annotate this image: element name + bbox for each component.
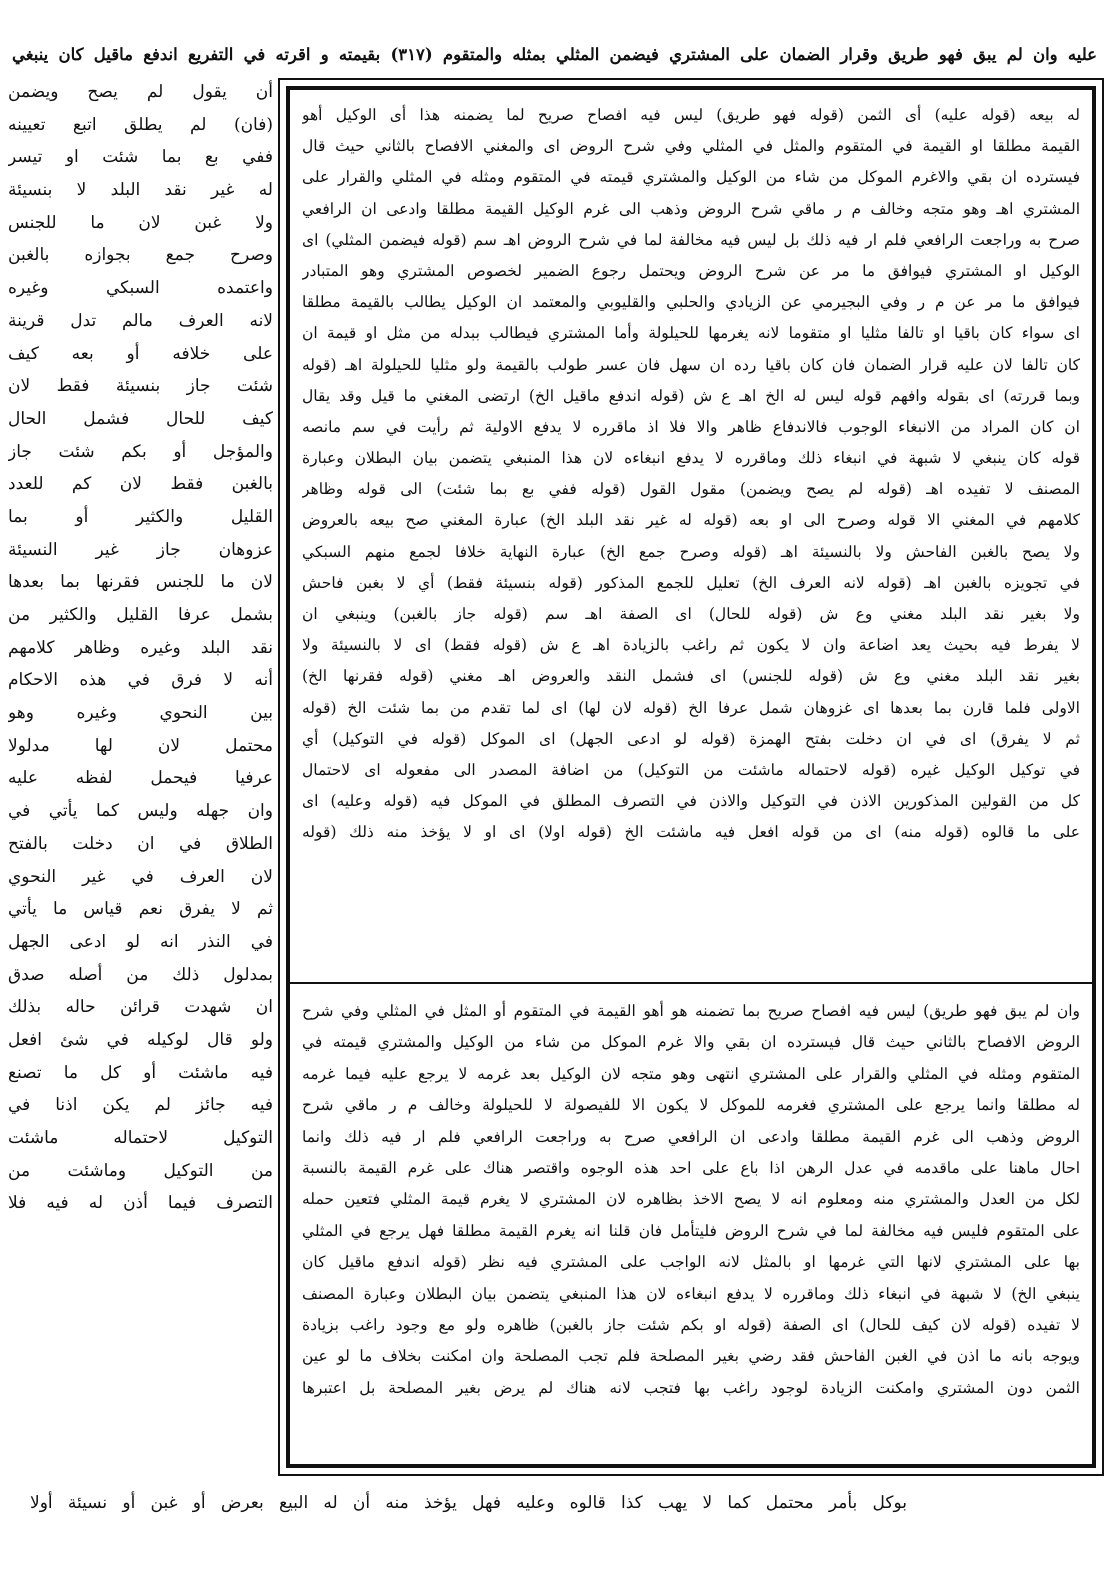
margin-text-line: الطلاق في ان دخلت بالفتح <box>8 833 273 854</box>
margin-text-line: شئت جاز بنسيئة فقط لان <box>8 376 273 397</box>
commentary-text-line: كان تالفا لان عليه قرار الضمان فان كان باقيا رده ان سهل فان عسر طولب بالقيمة ولو مثليا للحيلولة اهـ (قوله <box>302 355 1080 374</box>
margin-text-line: وان جهله وليس كما يأتي في <box>8 801 273 822</box>
margin-text-line: التصرف فيما أذن له فيه فلا <box>8 1193 273 1214</box>
commentary-inner-frame <box>286 86 1096 1468</box>
margin-text-line: واعتمده السبكي وغيره <box>8 278 273 299</box>
commentary-text-line: على المتقوم فليس فيه مخالفة لما في شرح الروض فليتأمل فان قلنا انه يغرم القيمة مطلقا فهل يرجع في المثلي <box>302 1221 1080 1240</box>
margin-text-line: عرفيا فيحمل لفظه عليه <box>8 768 273 789</box>
commentary-text-line: كل من القولين المذكورين الاذن في التوكيل والاذن في التصرف المطلق في الموكل فيه (قوله وعليه) اى <box>302 792 1080 811</box>
commentary-frame <box>278 78 1104 1476</box>
commentary-text-line: الروض وذهب الى غرم القيمة مطلقا وادعى ان الرافعي صرح به وراجعت الرافعي فلم ار فيه ذلك وانما <box>302 1127 1080 1146</box>
margin-text-line: ففي بع بما شئت او تيسر <box>8 147 273 168</box>
margin-text-line: على خلافه أو بعه كيف <box>8 343 273 364</box>
commentary-text-line: ينبغي الخ) لا شبهة في انبغاء ذلك وماقرره لا يدفع انبغاءه لان هذا المنبغي يتضمن بيان البطلان وعبارة المصنف <box>302 1284 1080 1303</box>
margin-text-line: لان ما للجنس فقرنها بما بعدها <box>8 572 273 593</box>
margin-text-line: له غير نقد البلد لا بنسيئة <box>8 180 273 201</box>
margin-text-line: وصرح جمع بجوازه بالغبن <box>8 245 273 266</box>
margin-text-line: القليل والكثير أو بما <box>8 506 273 527</box>
commentary-text-line: اى سواء كان باقيا او تالفا مثليا او متقوما لانه يغرمها للحيلولة وأما المشتري فيطالب ببدله من مثل او قيمة ان <box>302 324 1080 343</box>
margin-text-line: التوكيل لاحتماله ماشئت <box>8 1128 273 1148</box>
commentary-text-line: على ما قالوه (قوله منه) اى من قوله افعل فيه ماشئت الخ (قوله اولا) اى او لا يؤخذ منه ذلك (قوله <box>302 823 1080 842</box>
commentary-divider <box>290 982 1092 984</box>
margin-text-line: فيه جائز لم يكن اذنا في <box>8 1095 273 1116</box>
margin-text-line: بين النحوي وغيره وهو <box>8 703 273 724</box>
margin-text-line: والمؤجل أو بكم شئت جاز <box>8 441 273 462</box>
margin-text-line: ان شهدت قرائن حاله بذلك <box>8 997 273 1018</box>
commentary-text-line: ان كان المراد من الانبغاء الوجوب فالاندفاع ظاهر والا فلا اذ ماقرره لا يدفع الاولية ثم رأيت في سم مانصه <box>302 417 1080 436</box>
commentary-text-line: لا يفرط فيه بحيث يعد اضاعة وان لا يكون ثم راغب بالزيادة اهـ ع ش (قوله فقط) اى لا بالنسيئة ولا <box>302 636 1080 655</box>
commentary-text-line: المشتري اهـ وهو متجه وخالف م ر ماقي شرح الروض وذهب الى غرم الوكيل القيمة مطلقا وادعى ان الرافعي <box>302 199 1080 218</box>
margin-text-line: من التوكيل وماشئت من <box>8 1160 273 1181</box>
commentary-text-line: القيمة مطلقا او القيمة في المتقوم والمثل في المثلي وفي شرح الروض اى والمغني الافصاح بالثاني حيث قال <box>302 137 1080 156</box>
commentary-text-line: لا تفيده (قوله لان كيف للحال) اى الصفة (قوله او بكم شئت جاز بالغبن) ظاهره ولو مع وجود راغب بزيادة <box>302 1315 1080 1334</box>
margin-text-line: في النذر انه لو ادعى الجهل <box>8 931 273 952</box>
commentary-text-line: في توكيل الوكيل غيره (قوله لاحتماله ماشئت من التوكيل) من اضافة المصدر الى مفعوله اى لاحتمال <box>302 760 1080 779</box>
commentary-upper-block <box>302 100 1080 975</box>
margin-text-line: أنه لا فرق في هذه الاحكام <box>8 670 273 691</box>
commentary-text-line: الروض الافصاح بالثاني حيث قال فيسترده ان بقي والا غرم الموكل من شاء من الوكيل والمشتري قيمته في <box>302 1033 1080 1052</box>
commentary-text-line: ولا بغير نقد البلد مغني وع ش (قوله للحال) اى الصفة اهـ سم (قوله جاز بالغبن) وينبغي ان <box>302 605 1080 623</box>
commentary-text-line: احال ماهنا على ماقدمه في عدل الرهن اذا باع على احد هذه الوجوه واقتصر هناك على غرم القيمة بالنسبة <box>302 1158 1080 1177</box>
margin-text-line: ولو قال لوكيله في شئ افعل <box>8 1029 273 1050</box>
commentary-text-line: كلامهم في المغني الا قوله وصرح الى او بعه (قوله له غير نقد البلد الخ) عبارة المغني صح بيعه بالعروض <box>302 511 1080 530</box>
margin-text-line: أن يقول لم يصح ويضمن <box>8 82 273 102</box>
margin-text-line: نقد البلد وغيره وظاهر كلامهم <box>8 637 273 658</box>
commentary-text-line: الوكيل او المشتري فيوافق ما مر عن شرح الروض ويحتمل رجوع الضمير لخصوص المشتري وهو المتبادر <box>302 261 1080 280</box>
commentary-text-line: المصنف لا تفيده اهـ (قوله لم يصح ويضمن) مقول القول (قوله ففي بع بما شئت) الى قوله وظاهر <box>302 480 1080 499</box>
commentary-text-line: الثمن دون المشتري وامكنت الزيادة لوجود راغب بها فتجب لانه هناك لم يرض بغير المصلحة بل اعتبرها <box>302 1378 1080 1397</box>
margin-text-line: عزوهان جاز غير النسيئة <box>8 539 273 560</box>
commentary-text-line: فيوافق ما مر عن م ر وفي البجيرمي عن الزيادي والحلبي والقليوبي والمعتمد ان الوكيل يطالب بالقيمة مطلقا <box>302 293 1080 312</box>
commentary-text-line: له مطلقا وانما يرجع على المشتري فغرمه للموكل لا يكون الا للفيصولة لا للحيلولة وخالف م ر ماقي شرح <box>302 1096 1080 1115</box>
commentary-text-line: قوله كان ينبغي لا شبهة في انبغاء ذلك وماقرره لا يدفع انبغاءه لان هذا المنبغي يتضمن بيان البطلان وعبارة <box>302 449 1080 468</box>
margin-text-line: بشمل عرفا القليل والكثير من <box>8 605 273 625</box>
margin-main-text <box>8 76 273 1491</box>
margin-text-line: ثم لا يفرق نعم قياس ما يأتي <box>8 899 273 920</box>
footer-text-line: بوكل بأمر محتمل كما لا يهب كذا قالوه وعليه فهل يؤخذ منه أن له البيع بعرض أو غبن أو نسيئة أولا <box>30 1493 907 1513</box>
commentary-text-line: الاولى فلما قارن بما بعدها اى غزوهان شمل عرفا الخ (قوله لان لها) اى لما تقدم من بما شئت الخ (قوله <box>302 698 1080 717</box>
commentary-text-line: في تجويزه بالغبن اهـ (قوله لانه العرف الخ) تعليل للجمع المذكور (قوله بنسيئة فقط) أي لا بغبن فاحش <box>302 573 1080 592</box>
running-header: عليه وان لم يبق فهو طريق وقرار الضمان على المشتري فيضمن المثلي بمثله والمتقوم (٣١٧) بقيمته و اقرته في التفريع اندفع ماقيل كان ينبغي <box>12 45 1097 64</box>
margin-text-line: ولا غبن لان ما للجنس <box>8 212 273 233</box>
commentary-text-line: بغير نقد البلد مغني وع ش (قوله للجنس) اى فشمل النقد والعروض اهـ مغني (قوله فقرنها الخ) <box>302 667 1080 686</box>
margin-text-line: محتمل لان لها مدلولا <box>8 735 273 756</box>
margin-text-line: (فان) لم يطلق اتبع تعيينه <box>8 114 273 135</box>
commentary-text-line: فيسترده ان بقي والاغرم الموكل من شاء من الوكيل والمشتري قيمته في المتقوم ومثله في المثلي والقرار على <box>302 168 1080 187</box>
commentary-text-line: وبما قررته) اى بقوله وافهم قوله ليس له الخ اهـ ع ش (قوله اندفع ماقيل الخ) ارتضى المغني ما قيل وقد يقال <box>302 386 1080 405</box>
margin-text-line: فيه ماشئت أو كل ما تصنع <box>8 1062 273 1083</box>
commentary-text-line: ولا يصح بالغبن الفاحش ولا بالنسيئة اهـ (قوله وصرح جمع الخ) عبارة النهاية خلافا لجمع منهم السبكي <box>302 542 1080 561</box>
commentary-lower-block <box>302 996 1080 1464</box>
commentary-text-line: ويوجه بانه ما اذن في الغبن الفاحش فقد رضي بغير المصلحة فلم تجب المصلحة وان امكنت بخلاف ما لو عين <box>302 1347 1080 1366</box>
margin-text-line: بمدلول ذلك من أصله صدق <box>8 964 273 985</box>
margin-text-line: لانه العرف مالم تدل قرينة <box>8 310 273 331</box>
margin-text-line: كيف للحال فشمل الحال <box>8 408 273 429</box>
margin-text-line: بالغبن فقط لان كم للعدد <box>8 474 273 495</box>
commentary-text-line: وان لم يبق فهو طريق) ليس فيه افصاح صريح بما تضمنه هو أهو القيمة في المتقوم أو المثل في المثلي وفي شرح <box>302 1002 1080 1020</box>
commentary-text-line: المتقوم ومثله في المثلي والقرار على المشتري انتهى وهو متجه لان الوكيل بعد غرمه لا يرجع عليه فيما غرمه <box>302 1064 1080 1083</box>
commentary-text-line: له بيعه (قوله عليه) أى الثمن (قوله فهو طريق) ليس فيه افصاح صريح لما يضمنه هذا أى الوكيل أهو <box>302 106 1080 124</box>
commentary-text-line: صرح به وراجعت الرافعي فلم ار فيه ذلك بل ليس فيه مخالفة لما في شرح الروض اهـ سم (قوله فيضمن المثلي) اى <box>302 230 1080 249</box>
commentary-text-line: بها على المشتري لانها التي غرمها او بالمثل لانه الواجب على المشتري فيه نظر (قوله اندفع ماقيل كان <box>302 1253 1080 1272</box>
commentary-text-line: ثم لا يفرق) اى في ان دخلت بفتح الهمزة (قوله لو ادعى الجهل) اى الموكل (قوله في التوكيل) أي <box>302 729 1080 748</box>
margin-text-line: لان العرف في غير النحوي <box>8 866 273 887</box>
commentary-text-line: لكل من العدل والمشتري منه ومعلوم انه لا يصح الاخذ بظاهره لان المشتري لا يغرم قيمة المثلي فتعين حمله <box>302 1190 1080 1209</box>
